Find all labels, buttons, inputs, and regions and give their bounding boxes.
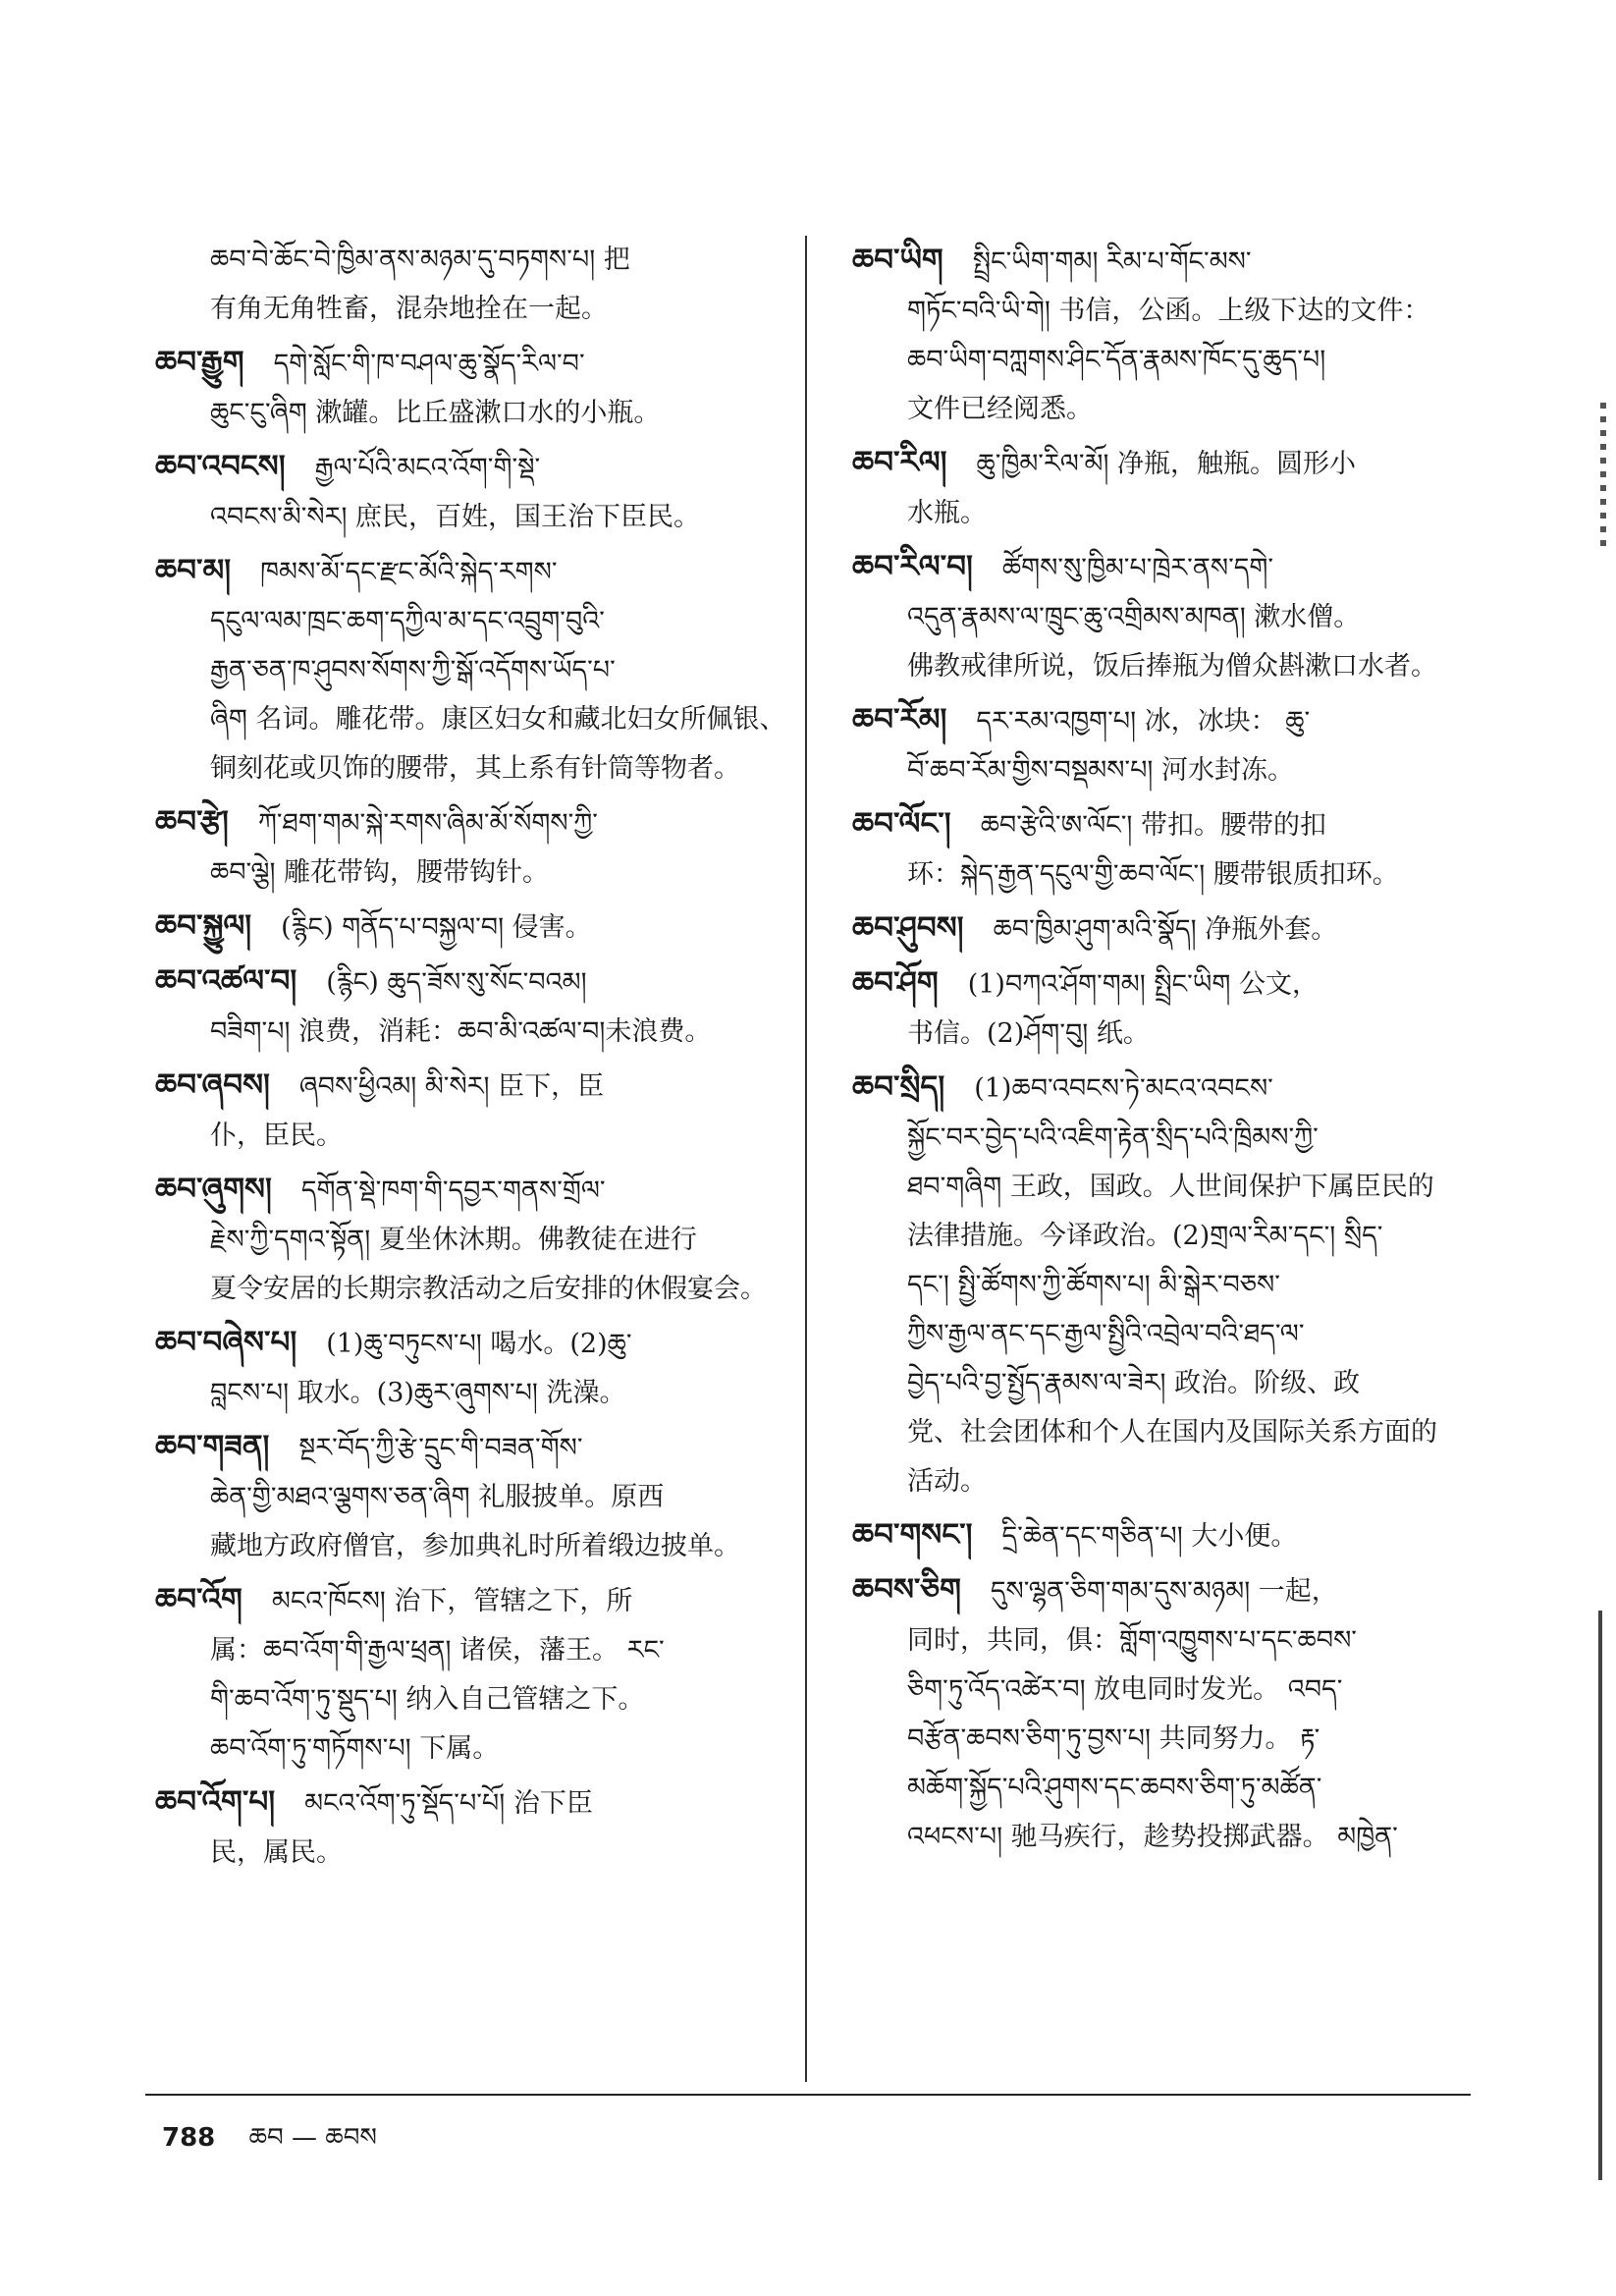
entry-headword: ཆབ་འོག་པ། xyxy=(155,1784,276,1820)
dictionary-entry xyxy=(155,902,783,953)
entry-headword: ཆབ་ཤོག xyxy=(852,965,939,1001)
entry-headword: ཆབ་འཚལ་བ། xyxy=(155,963,297,999)
entry-text: ཆུང་ངུ་ཞིག 漱罐。比丘盛漱口水的小瓶。 xyxy=(210,398,661,428)
entry-text: དང་། སྤྱི་ཚོགས་ཀྱི་ཚོགས་པ། མི་སྒེར་བཅས་ xyxy=(907,1270,1280,1300)
left-column xyxy=(155,236,786,1882)
entry-text: ཀོ་ཐག་གམ་སྐེ་རགས་ཞིམ་མོ་སོགས་ཀྱི་ xyxy=(257,808,598,839)
dictionary-entry xyxy=(852,695,1488,795)
entry-text: ཆེན་གྱི་མཐའ་ལྕགས་ཅན་ཞིག 礼服披单。原西 xyxy=(210,1482,665,1512)
entry-line xyxy=(852,850,1488,900)
entry-line xyxy=(155,1112,783,1161)
entry-line xyxy=(155,546,783,597)
entry-line xyxy=(155,1165,783,1216)
entry-line xyxy=(155,797,783,848)
entry-text: བྱེད་པའི་བྱ་སྤྱོད་རྣམས་ལ་ཟེར། 政治。阶级、政 xyxy=(907,1368,1361,1398)
dictionary-entry xyxy=(852,958,1488,1059)
dictionary-entry xyxy=(155,546,786,793)
entry-line xyxy=(852,1565,1488,1616)
dictionary-entry xyxy=(155,338,783,438)
entry-text: འཕངས་པ། 驰马疾行，趁势投掷武器。 མཁྱེན་ xyxy=(907,1822,1398,1852)
entry-line xyxy=(852,1063,1488,1114)
entry-text: (1)ཆབ་འབངས་ཏེ་མངའ་འབངས་ xyxy=(974,1073,1273,1104)
entry-text: (རྙིང) ཆུད་ཟོས་སུ་སོང་བའམ། xyxy=(326,967,587,998)
entry-text: བཟིག་པ། 浪费，消耗：ཆབ་མི་འཚལ་བ།未浪费。 xyxy=(210,1016,712,1047)
entry-line xyxy=(155,695,786,744)
entry-line xyxy=(852,593,1488,642)
entry-text: དགོན་སྡེ་ཁག་གི་དབྱར་གནས་གྲོལ་ xyxy=(300,1175,606,1206)
entry-line xyxy=(155,1061,783,1112)
page-number: 788 xyxy=(162,2123,216,2153)
entry-text: (རྙིང) གནོད་པ་བསྐྱལ་བ། 侵害。 xyxy=(281,912,592,943)
entry-text: ཆབ་ཁྱིམ་ཤུག་མའི་སྣོད། 净瓶外套。 xyxy=(993,914,1338,945)
entry-headword: ཆབ་སྲིད། xyxy=(852,1069,945,1105)
dictionary-entry xyxy=(852,542,1488,691)
dictionary-entry xyxy=(155,1061,783,1161)
dictionary-entry xyxy=(155,1422,783,1571)
entry-text: རྒྱལ་པོའི་མངའ་འོག་གི་སྡེ་ xyxy=(314,453,541,483)
dictionary-entry xyxy=(155,957,783,1057)
dictionary-entry xyxy=(852,1565,1488,1862)
dictionary-entry xyxy=(852,799,1488,900)
entry-line xyxy=(852,1510,1488,1561)
entry-headword: ཆབས་ཅིག xyxy=(852,1572,961,1608)
entry-text: ཞབས་ཕྱིའམ། མི་སེར། 臣下，臣 xyxy=(298,1071,605,1102)
entry-line xyxy=(852,642,1488,691)
entry-headword: ཆབ་རྒྱུག xyxy=(155,345,244,380)
entry-headword: ཆབ་གཟན། xyxy=(155,1429,270,1464)
entry-text: ཆབ་བེ་ཆོང་བེ་ཁྱིམ་ནས་མཉམ་དུ་བཏགས་པ། 把 xyxy=(210,245,630,275)
entry-text: མཆོག་སྐྱོད་པའི་ཤུགས་དང་ཆབས་ཅིག་ཏུ་མཚོན་ xyxy=(907,1773,1322,1803)
entry-text: བརྩོན་ཆབས་ཅིག་ཏུ་བྱས་པ། 共同努力。 རྟ་ xyxy=(907,1723,1320,1754)
entry-line xyxy=(155,338,783,389)
entry-text: 环：སྐེད་རྒྱན་དངུལ་གྱི་ཆབ་ལོང་། 腰带银质扣环。 xyxy=(907,859,1399,890)
entry-line xyxy=(155,389,783,438)
entry-text: དར་རམ་འཁྱག་པ། 冰，冰块： ཆུ་ xyxy=(976,706,1311,737)
entry-text: ཐབ་གཞིག 王政，国政。人世间保护下属臣民的 xyxy=(907,1172,1434,1202)
entry-line xyxy=(852,1457,1488,1506)
entry-line xyxy=(852,958,1488,1010)
entry-line xyxy=(852,695,1488,746)
entry-text: གི་ཆབ་འོག་ཏུ་སྡུད་པ། 纳入自己管辖之下。 xyxy=(210,1684,645,1715)
entry-headword: ཆབ་རྩེ། xyxy=(155,804,229,840)
entry-text: རྗེས་ཀྱི་དགའ་སྟོན། 夏坐休沐期。佛教徒在进行 xyxy=(210,1225,697,1255)
entry-line xyxy=(155,285,783,334)
entry-line xyxy=(155,1318,783,1369)
entry-headword: ཆབ་འབངས། xyxy=(155,449,286,484)
entry-line xyxy=(155,1575,783,1626)
dictionary-entry xyxy=(852,236,1488,434)
entry-line xyxy=(155,236,783,285)
entry-text: ཀྱིས་རྒྱལ་ནང་དང་རྒྱལ་སྤྱིའི་འབྲེལ་བའི་ཐད་ལ་ xyxy=(907,1319,1305,1349)
footer-rule xyxy=(145,2094,1471,2096)
page-range: ཆབ — ཆབས xyxy=(248,2123,377,2153)
entry-headword: ཆབ་ཡིག xyxy=(852,243,943,278)
entry-headword: ཆབ་ཞུགས། xyxy=(155,1172,272,1207)
entry-text: 水瓶。 xyxy=(907,498,987,528)
entry-line xyxy=(852,1666,1488,1715)
entry-headword: ཆབ་ཤུབས། xyxy=(852,910,964,946)
dictionary-entry xyxy=(155,1318,783,1418)
entry-line xyxy=(852,1764,1488,1813)
entry-text: སྐྱོང་བར་བྱེད་པའི་འཇིག་རྟེན་སྲིད་པའི་ཁྲིམས་ཀྱི་ xyxy=(907,1122,1319,1153)
entry-text: བླངས་པ། 取水。(3)ཆུར་ཞུགས་པ། 洗澡。 xyxy=(210,1378,626,1408)
entry-line xyxy=(155,1675,783,1724)
entry-text: ཆབ་རྩེའི་ཨ་ལོང་། 带扣。腰带的扣 xyxy=(980,810,1326,841)
entry-text: 有角无角牲畜，混杂地拴在一起。 xyxy=(210,294,608,324)
entry-line xyxy=(155,1777,783,1829)
entry-text: རྒྱན་ཅན་ཁ་ཤུབས་སོགས་ཀྱི་སྒོ་འདོགས་ཡོད་པ་ xyxy=(210,655,616,685)
entry-text: སྤྲིང་ཡིག་གམ། རིམ་པ་གོང་མས་ xyxy=(972,246,1252,277)
dictionary-entry xyxy=(155,236,783,334)
entry-line xyxy=(852,1408,1488,1457)
entry-text: ཚོགས་སུ་ཁྱིམ་པ་ཁྲེར་ནས་དགེ་ xyxy=(1001,553,1274,583)
entry-line xyxy=(852,1212,1488,1261)
scan-edge-bar xyxy=(1598,1611,1602,2180)
entry-line xyxy=(155,1522,783,1571)
dictionary-entry xyxy=(852,1063,1488,1506)
entry-line xyxy=(155,1829,783,1878)
entry-text: ཁམས་མོ་དང་རྫང་མོའི་སྐེད་རགས་ xyxy=(260,557,558,587)
entry-text: 书信。(2)ཤོག་བུ། 纸。 xyxy=(907,1018,1150,1049)
entry-text: ཆབ་ཡིག་བཀླགས་ཤིང་དོན་རྣམས་ཁོང་དུ་ཆུད་པ། xyxy=(907,345,1326,375)
entry-text: སྔར་བོད་ཀྱི་རྩེ་དྲུང་གི་བཟན་གོས་ xyxy=(298,1433,583,1463)
entry-text: 铜刻花或贝饰的腰带，其上系有针筒等物者。 xyxy=(210,753,740,784)
entry-text: འབངས་མི་སེར། 庶民，百姓，国王治下臣民。 xyxy=(210,502,701,532)
entry-line xyxy=(155,1265,783,1314)
entry-line xyxy=(852,799,1488,850)
entry-text: 属：ཆབ་འོག་གི་རྒྱལ་ཕྲན། 诸侯，藩王。 རང་ xyxy=(210,1635,665,1666)
entry-text: 夏令安居的长期宗教活动之后安排的休假宴会。 xyxy=(210,1274,767,1304)
entry-line xyxy=(155,646,783,695)
entry-text: ཆུ་ཁྱིམ་རིལ་མོ། 净瓶，触瓶。圆形小 xyxy=(976,449,1357,479)
entry-line xyxy=(852,1310,1488,1359)
entry-line xyxy=(155,1724,783,1774)
dictionary-entry xyxy=(852,903,1488,955)
entry-line xyxy=(155,1626,783,1675)
entry-line xyxy=(155,1008,783,1057)
entry-text: འདུན་རྣམས་ལ་ཁྲུང་ཆུ་འགྲིམས་མཁན། 漱水僧。 xyxy=(907,602,1361,632)
entry-headword: ཆབ་ཞབས། xyxy=(155,1067,270,1103)
entry-text: 仆，臣民。 xyxy=(210,1121,343,1151)
entry-line xyxy=(852,1359,1488,1408)
entry-line xyxy=(852,1163,1488,1212)
entry-text: 文件已经阅悉。 xyxy=(907,394,1093,424)
entry-headword: ཆབ་བཞེས་པ། xyxy=(155,1325,297,1360)
entry-text: ཞིག 名词。雕花带。康区妇女和藏北妇女所佩银、 xyxy=(210,704,786,735)
entry-line xyxy=(155,1422,783,1473)
entry-text: ཅིག་ཏུ་འོད་འཚེར་བ། 放电同时发光。 འབད་ xyxy=(907,1674,1343,1705)
entry-line xyxy=(852,489,1488,538)
dictionary-entry xyxy=(155,442,783,542)
dictionary-entry xyxy=(852,438,1488,538)
entry-line xyxy=(155,848,783,898)
entry-line xyxy=(852,236,1488,287)
entry-headword: ཆབ་མ། xyxy=(155,553,232,588)
entry-line xyxy=(155,957,783,1008)
page-footer xyxy=(162,2109,377,2181)
entry-line xyxy=(852,385,1488,434)
entry-headword: ཆབ་ལོང་། xyxy=(852,806,951,842)
entry-text: 同时，共同，俱：གློག་འཁྱུགས་པ་དང་ཆབས་ xyxy=(907,1625,1357,1656)
entry-headword: ཆབ་སྐྱུལ། xyxy=(155,908,252,944)
entry-line xyxy=(155,442,783,493)
dictionary-entry xyxy=(852,1510,1488,1561)
entry-headword: ཆབ་རོམ། xyxy=(852,702,947,738)
entry-text: མངའ་ཁོངས། 治下，管辖之下，所 xyxy=(271,1586,633,1616)
entry-line xyxy=(155,902,783,953)
entry-line xyxy=(155,744,783,793)
entry-text: གཏོང་བའི་ཡི་གེ། 书信，公函。上级下达的文件： xyxy=(907,296,1430,326)
entry-line xyxy=(155,597,783,646)
entry-line xyxy=(852,287,1488,336)
entry-headword: ཆབ་འོག xyxy=(155,1582,242,1617)
entry-line xyxy=(852,1715,1488,1764)
entry-text: 法律措施。今译政治。(2)གྲལ་རིམ་དང་། སྲིད་ xyxy=(907,1221,1383,1251)
entry-text: ཆབ་ལྕེ། 雕花带钩，腰带钩针。 xyxy=(210,857,550,888)
entry-text: ཆབ་འོག་ཏུ་གཏོགས་པ། 下属。 xyxy=(210,1733,500,1764)
entry-line xyxy=(155,1473,783,1522)
entry-line xyxy=(155,1369,783,1418)
entry-text: 民，属民。 xyxy=(210,1837,343,1868)
scan-edge-marks xyxy=(1600,403,1606,550)
right-column xyxy=(852,236,1488,1866)
entry-line xyxy=(155,1216,783,1265)
entry-text: དུས་ལྷན་ཅིག་གམ་དུས་མཉམ། 一起， xyxy=(990,1576,1338,1607)
entry-line xyxy=(852,1114,1488,1163)
entry-text: དགེ་སློང་གི་ཁ་བཤལ་ཆུ་སྣོད་རིལ་བ་ xyxy=(273,349,585,379)
entry-text: 党、社会团体和个人在国内及国际关系方面的 xyxy=(907,1417,1437,1448)
entry-line xyxy=(852,746,1488,795)
dictionary-entry xyxy=(155,1165,783,1314)
entry-text: བོ་ཆབ་རོམ་གྱིས་བསྡམས་པ། 河水封冻。 xyxy=(907,755,1294,786)
entry-text: 藏地方政府僧官，参加典礼时所着缎边披单。 xyxy=(210,1531,740,1561)
entry-line xyxy=(852,1616,1488,1666)
entry-line xyxy=(852,1261,1488,1310)
entry-text: 活动。 xyxy=(907,1466,987,1497)
entry-line xyxy=(852,438,1488,489)
entry-text: མངའ་འོག་ཏུ་སྡོད་པ་པོ། 治下臣 xyxy=(304,1788,593,1819)
entry-line xyxy=(852,903,1488,955)
entry-line xyxy=(155,493,783,542)
entry-headword: ཆབ་རིལ། xyxy=(852,445,947,480)
entry-text: (1)ཆུ་བཏུངས་པ། 喝水。(2)ཆུ་ xyxy=(326,1329,632,1359)
entry-text: དྲི་ཆེན་དང་གཅིན་པ། 大小便。 xyxy=(1001,1521,1298,1552)
entry-line xyxy=(852,542,1488,593)
entry-text: དངུལ་ལམ་ཁྲང་ཆག་དཀྱིལ་མ་དང་འབྲུག་བུའི་ xyxy=(210,606,605,636)
entry-text: (1)བཀའ་ཤོག་གམ། སྤྲིང་ཡིག 公文， xyxy=(967,969,1319,1000)
entry-text: 佛教戒律所说，饭后捧瓶为僧众斟漱口水者。 xyxy=(907,651,1437,682)
dictionary-entry xyxy=(155,1777,783,1878)
dictionary-entry xyxy=(155,797,783,898)
entry-headword: ཆབ་རིལ་བ། xyxy=(852,549,973,584)
entry-line xyxy=(852,336,1488,385)
entry-line xyxy=(852,1813,1488,1862)
entry-headword: ཆབ་གསང་། xyxy=(852,1517,973,1553)
entry-line xyxy=(852,1010,1488,1059)
dictionary-entry xyxy=(155,1575,783,1774)
column-divider xyxy=(805,236,807,2082)
